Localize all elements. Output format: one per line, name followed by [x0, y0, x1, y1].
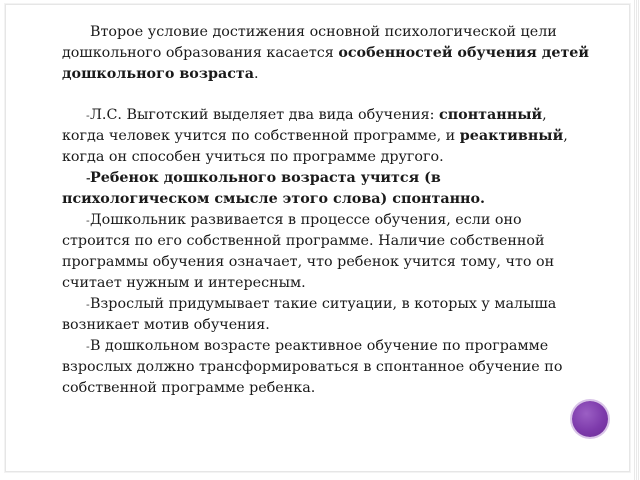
bullet-item-2: [62, 168, 590, 210]
bullet-1-text-c: , когда он способен учиться по программе другого.: [62, 128, 568, 165]
bullet-2-bold-text: Ребенок дошкольного возраста учится (в психологическом смысле этого слова) спонтанно.: [62, 170, 486, 207]
bullet-1-text-b: , когда человек учится по собственной программе, и: [62, 107, 547, 144]
bullet-3-text: Дошкольник развивается в процессе обучения, если оно строится по его собственной программе. Наличие собственной программы обучения означает, что ребенок учится тому, что он считает нужным и интересным.: [62, 212, 555, 291]
bullet-1-text-a: Л.С. Выготский выделяет два вида обучения:: [90, 107, 439, 123]
bullet-dash-icon: -: [86, 172, 91, 185]
intro-paragraph: [62, 22, 590, 85]
intro-bold: особенностей обучения детей дошкольного возраста: [62, 45, 590, 82]
bullet-dash-icon: -: [86, 214, 90, 227]
intro-text-1: Второе условие достижения основной психологической цели дошкольного образования касается: [62, 24, 557, 61]
bullet-dash-icon: -: [86, 340, 90, 353]
bullet-4-text: Взрослый придумывает такие ситуации, в которых у малыша возникает мотив обучения.: [62, 296, 557, 333]
slide-edge-stripe: [634, 0, 640, 480]
purple-circle-icon: [572, 401, 608, 437]
bullet-item-4: [62, 294, 590, 336]
spacer: [62, 85, 590, 105]
bullet-5-text: В дошкольном возрасте реактивное обучение по программе взрослых должно трансформироваться в спонтанное обучение по собственной программе ребенка.: [62, 338, 563, 396]
bullet-1-bold-a: спонтанный: [439, 107, 543, 123]
bullet-item-5: [62, 336, 590, 399]
bullet-item-1: [62, 105, 590, 168]
bullet-1-bold-b: реактивный: [459, 128, 564, 144]
slide-content: [62, 22, 590, 399]
bullet-item-3: [62, 210, 590, 294]
bullet-dash-icon: -: [86, 109, 90, 122]
bullet-dash-icon: -: [86, 298, 90, 311]
intro-text-2: .: [254, 66, 259, 82]
